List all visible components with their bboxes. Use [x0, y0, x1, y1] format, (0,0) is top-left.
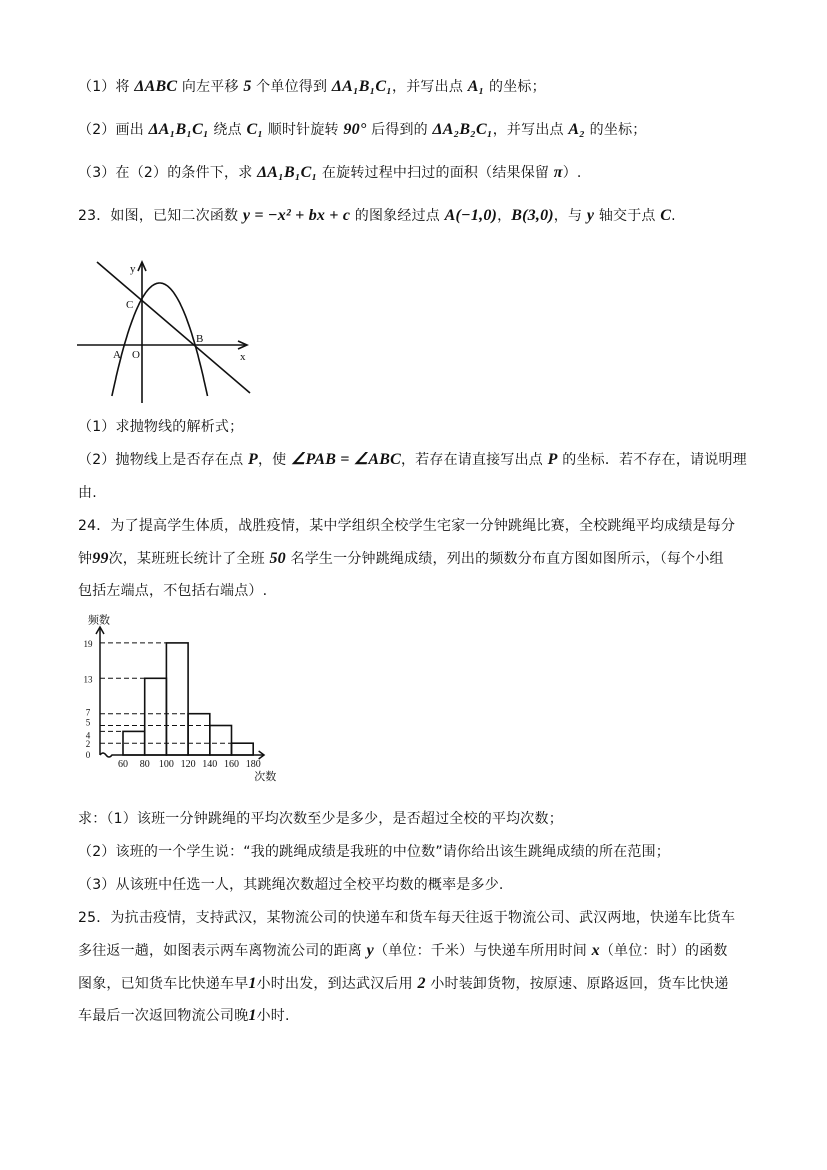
- math-expression: 1: [248, 975, 257, 992]
- text-segment: 的坐标；: [484, 79, 546, 95]
- label-a: A: [113, 349, 121, 361]
- math-expression: ΔABC: [134, 78, 178, 95]
- math-expression: π: [553, 164, 563, 181]
- text-segment: 向左平移: [177, 79, 244, 95]
- math-expression: 5: [243, 78, 252, 95]
- math-expression: C₁: [246, 121, 264, 138]
- text-segment: （3）在（2）的条件下，求: [78, 165, 258, 181]
- math-expression: y: [586, 207, 595, 224]
- text-segment: ，并写出点: [492, 122, 569, 138]
- math-expression: C: [660, 207, 672, 224]
- text-segment: ，使: [257, 452, 292, 468]
- text-segment: （单位：千米）与快递车所用时间: [373, 943, 592, 959]
- text-segment: 小时装卸货物，按原速、原路返回，货车比快递: [425, 976, 729, 992]
- text-segment: 24．为了提高学生体质，战胜疫情，某中学组织全校学生宅家一分钟跳绳比赛，全校跳绳平均成绩是每分: [78, 518, 736, 534]
- math-expression: P: [547, 451, 558, 468]
- text-segment: （2）抛物线上是否存在点: [78, 452, 248, 468]
- x-tick-label: 80: [139, 759, 150, 770]
- math-expression: ΔA₁B₁C₁: [257, 164, 318, 181]
- histogram-bar: [166, 643, 188, 755]
- text-segment: （2）画出: [78, 122, 149, 138]
- text-segment: （1）求抛物线的解析式；: [78, 419, 244, 435]
- histogram-bar: [210, 726, 232, 756]
- math-expression: ΔA₁B₁C₁: [331, 78, 393, 95]
- math-expression: x: [591, 942, 600, 959]
- math-expression: 50: [269, 550, 286, 567]
- label-y: y: [130, 263, 136, 275]
- label-c: C: [126, 299, 134, 311]
- x-tick-label: 60: [118, 759, 128, 770]
- math-expression: y: [366, 942, 374, 959]
- text-segment: 多往返一趟，如图表示两车离物流公司的距离: [78, 943, 367, 959]
- text-segment: 次，某班班长统计了全班: [108, 551, 270, 567]
- text-segment: ，: [497, 208, 512, 224]
- text-segment: 钟: [78, 551, 93, 567]
- y-tick-label: 19: [83, 638, 93, 649]
- text-segment: 的坐标；: [585, 122, 647, 138]
- text-segment: 轴交于点: [594, 208, 661, 224]
- text-segment: 绕点: [208, 122, 247, 138]
- text-segment: 的图象经过点: [350, 208, 445, 224]
- text-segment: 包括左端点，不包括右端点）.: [78, 583, 268, 599]
- math-expression: P: [247, 451, 258, 468]
- y-tick-label: 4: [85, 730, 91, 741]
- math-expression: A₁: [467, 78, 485, 95]
- y-tick-label: 2: [85, 739, 91, 750]
- text-segment: ，并写出点: [392, 79, 468, 95]
- text-segment: 23．如图，已知二次函数: [78, 208, 243, 224]
- text-segment: （1）将: [78, 79, 135, 95]
- text-segment: ，与: [553, 208, 587, 224]
- math-expression: 99: [92, 550, 109, 567]
- label-b: B: [196, 333, 204, 345]
- text-segment: 名学生一分钟跳绳成绩，列出的频数分布直方图如图所示，（每个小组: [285, 551, 724, 567]
- y-axis-label: 频数: [88, 614, 110, 627]
- math-expression: ∠PAB = ∠ABC: [291, 451, 401, 468]
- text-segment: 后得到的: [366, 122, 433, 138]
- line-cb: [97, 262, 250, 393]
- math-expression: y = −x² + bx + c: [242, 207, 351, 224]
- text-segment: 由.: [78, 485, 97, 501]
- histogram-figure: [84, 612, 277, 783]
- histogram-bar: [188, 714, 210, 755]
- y-tick-label: 7: [85, 707, 91, 718]
- x-tick-label: 100: [158, 759, 174, 770]
- math-expression: 90°: [343, 121, 367, 138]
- text-segment: 25．为抗击疫情，支持武汉，某物流公司的快递车和货车每天往返于物流公司、武汉两地，快递车比货车: [78, 910, 736, 926]
- x-axis-label: 次数: [254, 771, 277, 783]
- text-segment: 图象，已知货车比快递车早: [78, 976, 249, 992]
- text-segment: ，若存在请直接写出点: [400, 452, 548, 468]
- math-expression: ΔA₁B₁C₁: [148, 121, 209, 138]
- parabola-figure: [77, 262, 250, 403]
- label-o: O: [132, 349, 140, 361]
- math-expression: 2: [417, 975, 426, 992]
- math-expression: A(−1,0): [444, 207, 498, 224]
- x-tick-label: 140: [202, 759, 218, 770]
- text-segment: 在旋转过程中扫过的面积（结果保留: [317, 165, 554, 181]
- text-segment: 个单位得到: [251, 79, 332, 95]
- x-tick-label: 180: [245, 759, 261, 770]
- x-tick-label: 160: [224, 759, 239, 770]
- text-segment: （单位：时）的函数: [599, 943, 728, 959]
- histogram-bar: [232, 743, 254, 755]
- text-segment: 求：（1）该班一分钟跳绳的平均次数至少是多少，是否超过全校的平均次数；: [78, 811, 563, 827]
- label-x: x: [240, 351, 246, 363]
- y-tick-label: 5: [85, 717, 91, 728]
- y-tick-label: 13: [83, 674, 93, 685]
- math-expression: ΔA₂B₂C₁: [432, 121, 493, 138]
- math-expression: B(3,0): [511, 207, 554, 224]
- text-segment: 小时出发，到达武汉后用: [256, 976, 418, 992]
- text-segment: 的坐标．若不存在，请说明理: [557, 452, 747, 468]
- y-tick-label: 0: [85, 750, 91, 760]
- histogram-bar: [145, 678, 167, 755]
- text-segment: （2）该班的一个学生说：“我的跳绳成绩是我班的中位数”请你给出该生跳绳成绩的所在范围；: [78, 844, 671, 860]
- text-segment: 小时.: [256, 1008, 290, 1024]
- text-segment: （3）从该班中任选一人，其跳绳次数超过全校平均数的概率是多少.: [78, 877, 504, 893]
- text-segment: 顺时针旋转: [263, 122, 344, 138]
- text-segment: ）.: [562, 165, 582, 181]
- text-segment: .: [671, 208, 676, 224]
- text-segment: 车最后一次返回物流公司晚: [78, 1008, 249, 1024]
- x-tick-label: 120: [180, 759, 196, 770]
- math-expression: A₂: [568, 121, 586, 138]
- math-expression: 1: [248, 1007, 257, 1024]
